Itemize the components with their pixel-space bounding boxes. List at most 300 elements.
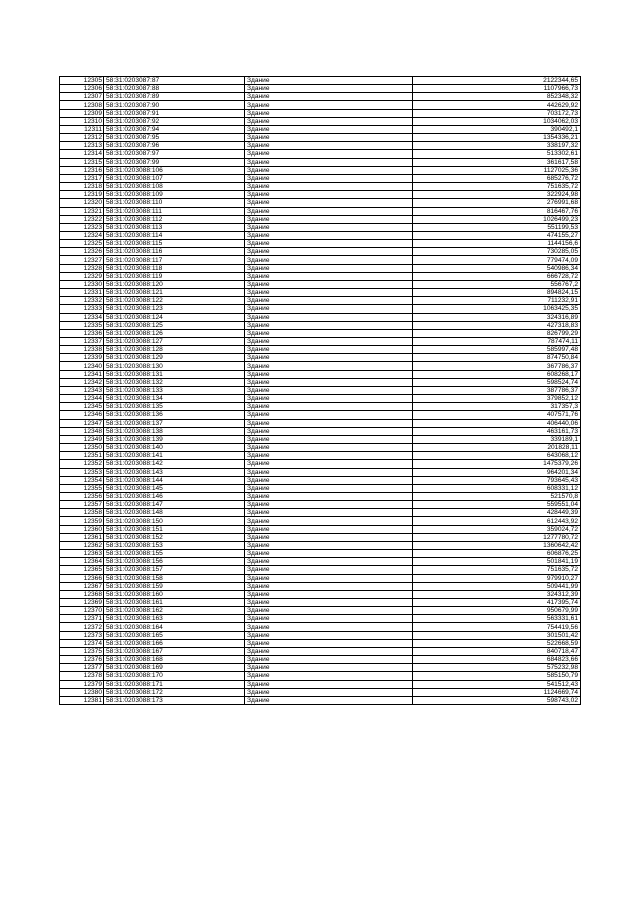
row-number: 12362 <box>60 541 104 549</box>
cadastral-number: 58:31:0203088:133 <box>104 386 245 394</box>
cadastral-value: 840718,47 <box>413 647 581 655</box>
table-row <box>60 191 581 199</box>
cadastral-value: 612443,92 <box>413 517 581 525</box>
row-number: 12342 <box>60 378 104 386</box>
cadastral-value: 540986,34 <box>413 264 581 272</box>
object-type: Здание <box>245 215 413 223</box>
row-number: 12338 <box>60 346 104 354</box>
object-type: Здание <box>245 599 413 607</box>
cadastral-number: 58:31:0203088:134 <box>104 395 245 403</box>
cadastral-number: 58:31:0203088:139 <box>104 435 245 443</box>
row-number: 12360 <box>60 525 104 533</box>
cadastral-number: 58:31:0203088:111 <box>104 207 245 215</box>
cadastral-number: 58:31:0203088:122 <box>104 297 245 305</box>
row-number: 12345 <box>60 403 104 411</box>
cadastral-value: 816467,76 <box>413 207 581 215</box>
cadastral-number: 58:31:0203088:169 <box>104 664 245 672</box>
cadastral-value: 787474,11 <box>413 338 581 346</box>
cadastral-number: 58:31:0203088:160 <box>104 590 245 598</box>
cadastral-number: 58:31:0203088:165 <box>104 631 245 639</box>
object-type: Здание <box>245 289 413 297</box>
row-number: 12306 <box>60 85 104 93</box>
row-number: 12320 <box>60 199 104 207</box>
cadastral-number: 58:31:0203088:119 <box>104 272 245 280</box>
object-type: Здание <box>245 427 413 435</box>
object-type: Здание <box>245 590 413 598</box>
cadastral-number: 58:31:0203087:96 <box>104 142 245 150</box>
table-row <box>60 280 581 288</box>
cadastral-value: 754419,56 <box>413 623 581 631</box>
object-type: Здание <box>245 313 413 321</box>
row-number: 12356 <box>60 492 104 500</box>
cadastral-number: 58:31:0203087:94 <box>104 125 245 133</box>
table-row <box>60 272 581 280</box>
row-number: 12333 <box>60 305 104 313</box>
row-number: 12358 <box>60 509 104 517</box>
cadastral-value: 1354336,21 <box>413 134 581 142</box>
object-type: Здание <box>245 672 413 680</box>
table-row <box>60 501 581 509</box>
object-type: Здание <box>245 191 413 199</box>
cadastral-number: 58:31:0203088:125 <box>104 321 245 329</box>
cadastral-number: 58:31:0203088:128 <box>104 346 245 354</box>
row-number: 12373 <box>60 631 104 639</box>
cadastral-value: 521570,8 <box>413 492 581 500</box>
cadastral-number: 58:31:0203088:109 <box>104 191 245 199</box>
row-number: 12378 <box>60 672 104 680</box>
table-row <box>60 93 581 101</box>
cadastral-number: 58:31:0203088:147 <box>104 501 245 509</box>
row-number: 12336 <box>60 329 104 337</box>
cadastral-number: 58:31:0203087:99 <box>104 158 245 166</box>
cadastral-number: 58:31:0203088:132 <box>104 378 245 386</box>
cadastral-value: 509441,99 <box>413 582 581 590</box>
row-number: 12364 <box>60 558 104 566</box>
cadastral-value: 585997,48 <box>413 346 581 354</box>
object-type: Здание <box>245 370 413 378</box>
row-number: 12363 <box>60 550 104 558</box>
cadastral-value: 1107966,73 <box>413 85 581 93</box>
cadastral-number: 58:31:0203088:144 <box>104 476 245 484</box>
object-type: Здание <box>245 419 413 427</box>
object-type: Здание <box>245 395 413 403</box>
table-row <box>60 435 581 443</box>
table-row <box>60 492 581 500</box>
table-row <box>60 656 581 664</box>
table-row <box>60 411 581 419</box>
table-row <box>60 582 581 590</box>
cadastral-value: 730285,05 <box>413 248 581 256</box>
object-type: Здание <box>245 460 413 468</box>
object-type: Здание <box>245 680 413 688</box>
cadastral-value: 361617,58 <box>413 158 581 166</box>
object-type: Здание <box>245 550 413 558</box>
cadastral-value: 276991,68 <box>413 199 581 207</box>
object-type: Здание <box>245 623 413 631</box>
cadastral-value: 874750,84 <box>413 354 581 362</box>
row-number: 12370 <box>60 607 104 615</box>
object-type: Здание <box>245 166 413 174</box>
object-type: Здание <box>245 223 413 231</box>
table-row <box>60 403 581 411</box>
row-number: 12341 <box>60 370 104 378</box>
cadastral-number: 58:31:0203088:127 <box>104 338 245 346</box>
table-row <box>60 574 581 582</box>
table-row <box>60 223 581 231</box>
cadastral-value: 852348,32 <box>413 93 581 101</box>
object-type: Здание <box>245 566 413 574</box>
row-number: 12339 <box>60 354 104 362</box>
object-type: Здание <box>245 517 413 525</box>
row-number: 12335 <box>60 321 104 329</box>
cadastral-number: 58:31:0203088:136 <box>104 411 245 419</box>
row-number: 12305 <box>60 77 104 85</box>
cadastral-number: 58:31:0203088:153 <box>104 541 245 549</box>
table-row <box>60 484 581 492</box>
object-type: Здание <box>245 582 413 590</box>
row-number: 12307 <box>60 93 104 101</box>
row-number: 12365 <box>60 566 104 574</box>
cadastral-value: 685276,72 <box>413 174 581 182</box>
table-row <box>60 231 581 239</box>
cadastral-value: 1475379,26 <box>413 460 581 468</box>
row-number: 12334 <box>60 313 104 321</box>
row-number: 12337 <box>60 338 104 346</box>
table-row <box>60 207 581 215</box>
table-row <box>60 158 581 166</box>
cadastral-number: 58:31:0203088:170 <box>104 672 245 680</box>
table-row <box>60 215 581 223</box>
object-type: Здание <box>245 158 413 166</box>
cadastral-number: 58:31:0203088:135 <box>104 403 245 411</box>
cadastral-value: 428449,39 <box>413 509 581 517</box>
cadastral-number: 58:31:0203088:141 <box>104 452 245 460</box>
object-type: Здание <box>245 134 413 142</box>
cadastral-number: 58:31:0203088:129 <box>104 354 245 362</box>
object-type: Здание <box>245 346 413 354</box>
row-number: 12346 <box>60 411 104 419</box>
cadastral-number: 58:31:0203088:126 <box>104 329 245 337</box>
row-number: 12367 <box>60 582 104 590</box>
table-row <box>60 297 581 305</box>
row-number: 12315 <box>60 158 104 166</box>
cadastral-number: 58:31:0203088:151 <box>104 525 245 533</box>
row-number: 12314 <box>60 150 104 158</box>
table-row <box>60 142 581 150</box>
object-type: Здание <box>245 525 413 533</box>
table-row <box>60 558 581 566</box>
object-type: Здание <box>245 256 413 264</box>
object-type: Здание <box>245 329 413 337</box>
cadastral-value: 427318,83 <box>413 321 581 329</box>
object-type: Здание <box>245 688 413 696</box>
table-row <box>60 395 581 403</box>
table-row <box>60 566 581 574</box>
object-type: Здание <box>245 656 413 664</box>
object-type: Здание <box>245 117 413 125</box>
row-number: 12380 <box>60 688 104 696</box>
row-number: 12377 <box>60 664 104 672</box>
table-row <box>60 125 581 133</box>
row-number: 12317 <box>60 174 104 182</box>
row-number: 12313 <box>60 142 104 150</box>
cadastral-number: 58:31:0203087:91 <box>104 109 245 117</box>
cadastral-value: 513302,61 <box>413 150 581 158</box>
object-type: Здание <box>245 321 413 329</box>
cadastral-value: 559551,04 <box>413 501 581 509</box>
cadastral-value: 322924,98 <box>413 191 581 199</box>
object-type: Здание <box>245 231 413 239</box>
cadastral-number: 58:31:0203087:97 <box>104 150 245 158</box>
table-row <box>60 688 581 696</box>
table-row <box>60 329 581 337</box>
cadastral-number: 58:31:0203088:155 <box>104 550 245 558</box>
cadastral-number: 58:31:0203088:143 <box>104 468 245 476</box>
cadastral-number: 58:31:0203087:87 <box>104 77 245 85</box>
object-type: Здание <box>245 501 413 509</box>
cadastral-value: 1124669,74 <box>413 688 581 696</box>
cadastral-number: 58:31:0203088:138 <box>104 427 245 435</box>
cadastral-number: 58:31:0203088:123 <box>104 305 245 313</box>
cadastral-number: 58:31:0203088:120 <box>104 280 245 288</box>
cadastral-number: 58:31:0203088:142 <box>104 460 245 468</box>
cadastral-value: 1144156,6 <box>413 240 581 248</box>
cadastral-value: 390492,1 <box>413 125 581 133</box>
cadastral-value: 606876,25 <box>413 550 581 558</box>
cadastral-number: 58:31:0203088:146 <box>104 492 245 500</box>
object-type: Здание <box>245 199 413 207</box>
object-type: Здание <box>245 386 413 394</box>
row-number: 12309 <box>60 109 104 117</box>
object-type: Здание <box>245 264 413 272</box>
row-number: 12347 <box>60 419 104 427</box>
table-row <box>60 370 581 378</box>
cadastral-value: 964201,34 <box>413 468 581 476</box>
object-type: Здание <box>245 509 413 517</box>
row-number: 12310 <box>60 117 104 125</box>
cadastral-number: 58:31:0203088:112 <box>104 215 245 223</box>
row-number: 12344 <box>60 395 104 403</box>
cadastral-number: 58:31:0203088:131 <box>104 370 245 378</box>
cadastral-value: 779474,09 <box>413 256 581 264</box>
table-row <box>60 623 581 631</box>
table-row <box>60 615 581 623</box>
cadastral-value: 979910,27 <box>413 574 581 582</box>
object-type: Здание <box>245 174 413 182</box>
row-number: 12349 <box>60 435 104 443</box>
object-type: Здание <box>245 574 413 582</box>
object-type: Здание <box>245 615 413 623</box>
object-type: Здание <box>245 142 413 150</box>
row-number: 12359 <box>60 517 104 525</box>
row-number: 12325 <box>60 240 104 248</box>
row-number: 12352 <box>60 460 104 468</box>
cadastral-number: 58:31:0203088:158 <box>104 574 245 582</box>
cadastral-value: 703172,73 <box>413 109 581 117</box>
object-type: Здание <box>245 492 413 500</box>
cadastral-number: 58:31:0203088:130 <box>104 362 245 370</box>
cadastral-value: 1034062,03 <box>413 117 581 125</box>
table-row <box>60 550 581 558</box>
object-type: Здание <box>245 248 413 256</box>
table-row <box>60 248 581 256</box>
object-type: Здание <box>245 435 413 443</box>
object-type: Здание <box>245 484 413 492</box>
cadastral-number: 58:31:0203088:157 <box>104 566 245 574</box>
row-number: 12319 <box>60 191 104 199</box>
cadastral-value: 598743,02 <box>413 696 581 704</box>
row-number: 12353 <box>60 468 104 476</box>
object-type: Здание <box>245 297 413 305</box>
cadastral-value: 501841,19 <box>413 558 581 566</box>
cadastral-value: 1277780,72 <box>413 533 581 541</box>
cadastral-number: 58:31:0203088:115 <box>104 240 245 248</box>
table-row <box>60 444 581 452</box>
row-number: 12328 <box>60 264 104 272</box>
cadastral-number: 58:31:0203088:117 <box>104 256 245 264</box>
object-type: Здание <box>245 533 413 541</box>
cadastral-value: 751635,72 <box>413 183 581 191</box>
object-type: Здание <box>245 362 413 370</box>
table-row <box>60 631 581 639</box>
table-row <box>60 346 581 354</box>
row-number: 12381 <box>60 696 104 704</box>
cadastral-number: 58:31:0203088:163 <box>104 615 245 623</box>
cadastral-value: 379852,12 <box>413 395 581 403</box>
row-number: 12318 <box>60 183 104 191</box>
table-row <box>60 647 581 655</box>
object-type: Здание <box>245 444 413 452</box>
table-row <box>60 509 581 517</box>
row-number: 12308 <box>60 101 104 109</box>
table-row <box>60 338 581 346</box>
table-row <box>60 85 581 93</box>
object-type: Здание <box>245 354 413 362</box>
row-number: 12312 <box>60 134 104 142</box>
table-row <box>60 77 581 85</box>
cadastral-value: 551199,53 <box>413 223 581 231</box>
object-type: Здание <box>245 207 413 215</box>
table-row <box>60 134 581 142</box>
cadastral-value: 643068,12 <box>413 452 581 460</box>
cadastral-value: 407571,76 <box>413 411 581 419</box>
table-row <box>60 419 581 427</box>
table-row <box>60 174 581 182</box>
cadastral-value: 406440,06 <box>413 419 581 427</box>
cadastral-value: 751635,72 <box>413 566 581 574</box>
cadastral-number: 58:31:0203088:114 <box>104 231 245 239</box>
cadastral-number: 58:31:0203087:89 <box>104 93 245 101</box>
object-type: Здание <box>245 109 413 117</box>
row-number: 12371 <box>60 615 104 623</box>
cadastral-value: 541512,43 <box>413 680 581 688</box>
cadastral-number: 58:31:0203088:124 <box>104 313 245 321</box>
cadastral-value: 301501,42 <box>413 631 581 639</box>
cadastral-number: 58:31:0203087:95 <box>104 134 245 142</box>
table-row <box>60 639 581 647</box>
object-type: Здание <box>245 378 413 386</box>
table-row <box>60 460 581 468</box>
cadastral-number: 58:31:0203087:92 <box>104 117 245 125</box>
table-row <box>60 664 581 672</box>
object-type: Здание <box>245 150 413 158</box>
cadastral-number: 58:31:0203088:156 <box>104 558 245 566</box>
row-number: 12311 <box>60 125 104 133</box>
cadastral-number: 58:31:0203088:106 <box>104 166 245 174</box>
table-row <box>60 117 581 125</box>
table-row <box>60 590 581 598</box>
table-row <box>60 517 581 525</box>
row-number: 12355 <box>60 484 104 492</box>
object-type: Здание <box>245 631 413 639</box>
cadastral-number: 58:31:0203088:159 <box>104 582 245 590</box>
row-number: 12379 <box>60 680 104 688</box>
row-number: 12354 <box>60 476 104 484</box>
cadastral-number: 58:31:0203088:118 <box>104 264 245 272</box>
table-row <box>60 696 581 704</box>
cadastral-number: 58:31:0203088:140 <box>104 444 245 452</box>
cadastral-value: 1360642,42 <box>413 541 581 549</box>
cadastral-value: 359024,72 <box>413 525 581 533</box>
row-number: 12340 <box>60 362 104 370</box>
table-row <box>60 240 581 248</box>
cadastral-number: 58:31:0203088:173 <box>104 696 245 704</box>
table-row <box>60 599 581 607</box>
table-row <box>60 109 581 117</box>
table-row <box>60 427 581 435</box>
object-type: Здание <box>245 85 413 93</box>
table-row <box>60 378 581 386</box>
row-number: 12331 <box>60 289 104 297</box>
cadastral-number: 58:31:0203088:167 <box>104 647 245 655</box>
cadastral-value: 666728,72 <box>413 272 581 280</box>
cadastral-value: 608331,12 <box>413 484 581 492</box>
table-row <box>60 150 581 158</box>
row-number: 12368 <box>60 590 104 598</box>
table-row <box>60 386 581 394</box>
table-row <box>60 541 581 549</box>
cadastral-value: 338197,32 <box>413 142 581 150</box>
object-type: Здание <box>245 607 413 615</box>
cadastral-value: 826799,29 <box>413 329 581 337</box>
table-row <box>60 468 581 476</box>
cadastral-number: 58:31:0203088:110 <box>104 199 245 207</box>
object-type: Здание <box>245 125 413 133</box>
row-number: 12374 <box>60 639 104 647</box>
table-row <box>60 199 581 207</box>
table-row <box>60 607 581 615</box>
cadastral-value: 684823,66 <box>413 656 581 664</box>
table-row <box>60 264 581 272</box>
object-type: Здание <box>245 183 413 191</box>
object-type: Здание <box>245 476 413 484</box>
table-row <box>60 672 581 680</box>
row-number: 12357 <box>60 501 104 509</box>
cadastral-value: 442629,92 <box>413 101 581 109</box>
cadastral-value: 387786,37 <box>413 386 581 394</box>
table-row <box>60 525 581 533</box>
object-type: Здание <box>245 411 413 419</box>
cadastral-number: 58:31:0203087:88 <box>104 85 245 93</box>
row-number: 12350 <box>60 444 104 452</box>
object-type: Здание <box>245 101 413 109</box>
cadastral-number: 58:31:0203088:148 <box>104 509 245 517</box>
object-type: Здание <box>245 77 413 85</box>
cadastral-number: 58:31:0203088:150 <box>104 517 245 525</box>
table-body <box>60 77 581 705</box>
cadastral-number: 58:31:0203088:145 <box>104 484 245 492</box>
row-number: 12322 <box>60 215 104 223</box>
